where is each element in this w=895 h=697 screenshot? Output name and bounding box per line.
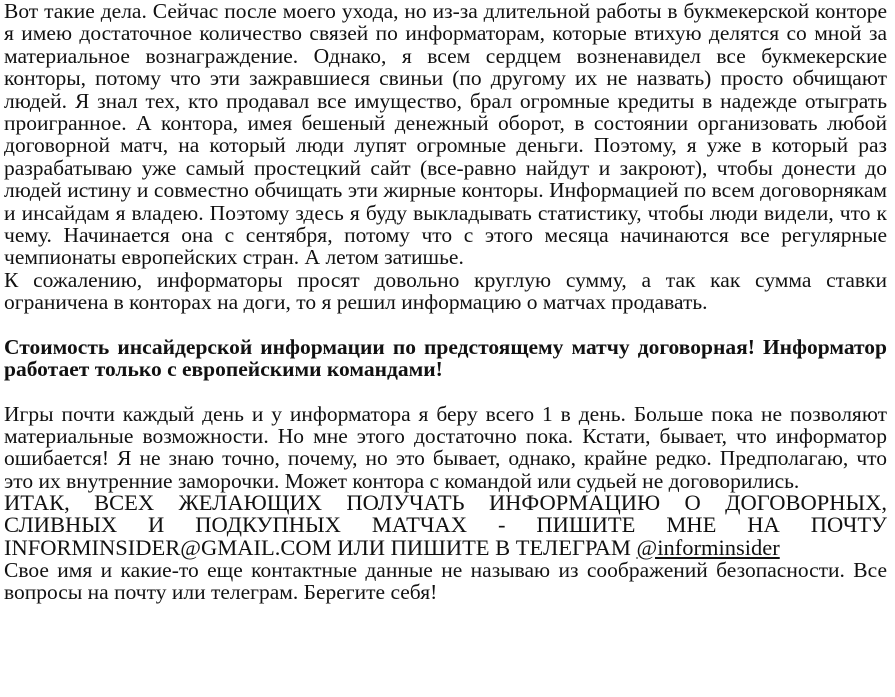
contact-text: ИТАК, ВСЕХ ЖЕЛАЮЩИХ ПОЛУЧАТЬ ИНФОРМАЦИЮ О ДОГОВОРНЫХ, СЛИВНЫХ И ПОДКУПНЫХ МАТЧАХ - ПИШИТЕ МНЕ НА ПОЧТУ INFORMINSIDER@GMAIL.COM ИЛИ ПИШИТЕ В ТЕЛЕГРАМ (4, 490, 887, 560)
contact-paragraph (4, 492, 887, 559)
bold-notice: Стоимость инсайдерской информации по предстоящему матчу договорная! Информатор работает только с европейскими командами! (4, 334, 887, 382)
games-paragraph: Игры почти каждый день и у информатора я беру всего 1 в день. Больше пока не позволяют материальные возможности. Но мне этого достаточно пока. Кстати, бывает, что информатор ошибается! Я не знаю точно, почему, но это бывает, однако, крайне редко. Предполагаю, что это их внутренние заморочки. Может контора с командой или судьей не договорились. (4, 401, 887, 493)
pricing-paragraph: К сожалению, информаторы просят довольно круглую сумму, а так как сумма ставки ограничена в конторах на доги, то я решил информацию о матчах продавать. (4, 267, 887, 315)
closing-paragraph: Свое имя и какие-то еще контактные данные не называю из соображений безопасности. Все вопросы на почту или телеграм. Берегите себя! (4, 557, 887, 605)
telegram-link[interactable]: @informinsider (636, 534, 780, 560)
spacer (4, 381, 887, 403)
intro-paragraph: Вот такие дела. Сейчас после моего ухода, но из-за длительной работы в букмекерской конторе я имею достаточное количество связей по информаторам, которые втихую делятся со мной за материальное вознаграждение. Однако, я всем сердцем возненавидел все букмекерские конторы, потому что эти зажравшиеся свиньи (по другому их не назвать) просто обчищают людей. Я знал тех, кто продавал все имущество, брал огромные кредиты в надежде отыграть проигранное. А контора, имея бешеный денежный оборот, в состоянии организовать любой договорной матч, на который люди лупят огромные деньги. Поэтому, я уже в который раз разрабатываю уже самый простецкий сайт (все-равно найдут и закроют), чтобы донести до людей истину и совместно обчищать эти жирные конторы. Информацией по всем договорнякам и инсайдам я владею. Поэтому здесь я буду выкладывать статистику, чтобы люди видели, что к чему. Начинается она с сентября, потому что с этого месяца начинаются все регулярные чемпионаты европейских стран. А летом затишье. (4, 0, 887, 270)
article-body (4, 0, 887, 604)
spacer (4, 314, 887, 336)
